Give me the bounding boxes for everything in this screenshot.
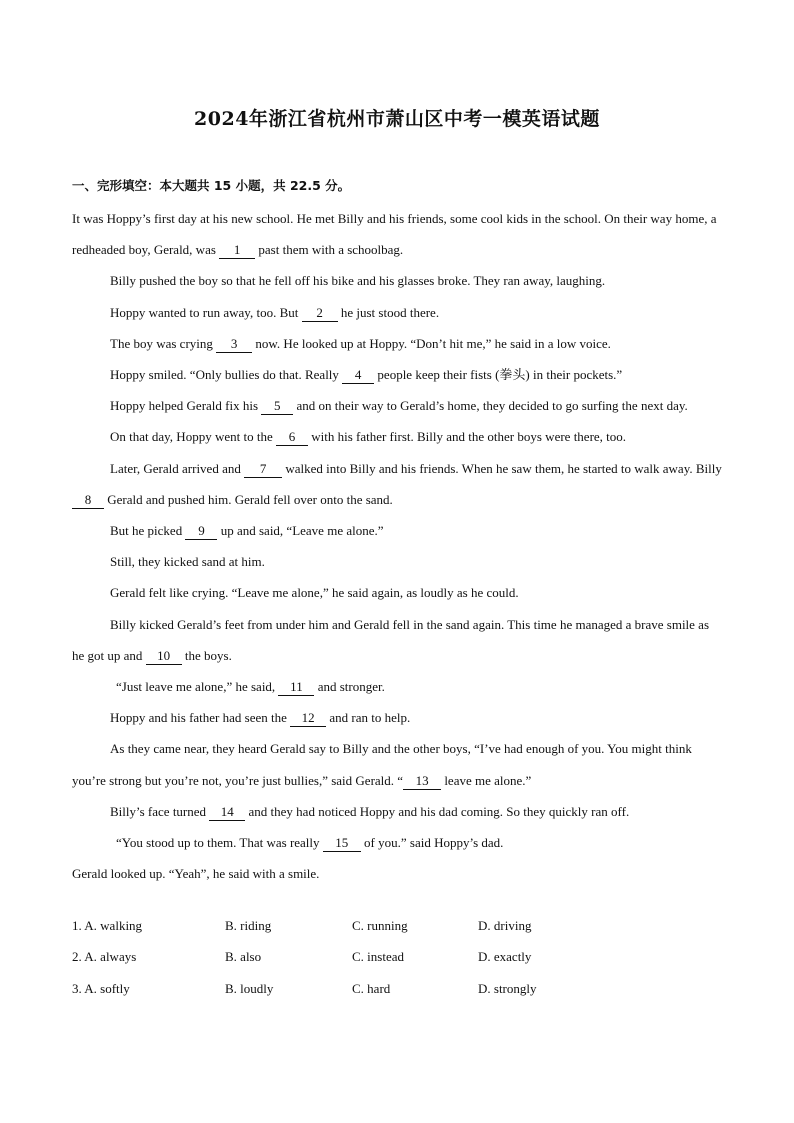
paragraph xyxy=(72,421,722,452)
blank-11: 11 xyxy=(278,679,314,696)
text: Hoppy helped Gerald fix his xyxy=(110,398,262,414)
text: the boys. xyxy=(181,647,232,663)
text: “You stood up to them. That was really xyxy=(116,835,323,851)
blank-4: 4 xyxy=(342,367,374,384)
text: But he picked xyxy=(110,523,186,539)
blank-6: 6 xyxy=(276,429,308,446)
option-b: B. loudly xyxy=(225,980,274,996)
text: and they had noticed Hoppy and his dad coming. So they quickly ran off. xyxy=(245,803,630,819)
paragraph xyxy=(72,297,722,328)
paragraph xyxy=(72,733,722,795)
option-c: C. running xyxy=(352,918,408,933)
option-c: C. hard xyxy=(352,980,391,996)
option-d: D. driving xyxy=(478,918,532,933)
text: It was Hoppy’s first day at his new school. He met Billy and his friends, some cool kids in the school. On their way home, a redheaded boy, Gerald, was xyxy=(72,211,717,258)
paragraph xyxy=(72,453,722,515)
text: and on their way to Gerald’s home, they decided to go surfing the next day. xyxy=(293,398,688,414)
blank-7: 7 xyxy=(244,461,282,478)
text: “Just leave me alone,” he said, xyxy=(116,679,279,695)
blank-15: 15 xyxy=(323,835,361,852)
blank-2: 2 xyxy=(302,305,338,322)
blank-12: 12 xyxy=(290,710,326,727)
text: Hoppy smiled. “Only bullies do that. Really xyxy=(110,367,343,383)
blank-13: 13 xyxy=(403,773,441,790)
option-d: D. strongly xyxy=(478,980,537,996)
text: past them with a schoolbag. xyxy=(255,242,404,258)
option-b: B. also xyxy=(225,949,262,965)
text: The boy was crying xyxy=(110,335,217,351)
page-title: 2024年浙江省杭州市萧山区中考一模英语试题 xyxy=(194,108,600,130)
blank-9: 9 xyxy=(185,523,217,540)
blank-10: 10 xyxy=(146,648,182,665)
text: and stronger. xyxy=(314,679,385,695)
text: up and said, “Leave me alone.” xyxy=(217,523,384,539)
option-b: B. riding xyxy=(225,918,272,933)
text: now. He looked up at Hoppy. “Don’t hit me,” he said in a low voice. xyxy=(252,335,611,351)
text: Later, Gerald arrived and xyxy=(110,460,245,476)
paragraph: Gerald looked up. “Yeah”, he said with a smile. xyxy=(72,866,320,882)
question-row xyxy=(72,918,722,949)
text: Hoppy wanted to run away, too. But xyxy=(110,304,302,320)
option-d: D. exactly xyxy=(478,949,532,965)
blank-1: 1 xyxy=(219,242,255,259)
question-row xyxy=(72,949,722,980)
text: and ran to help. xyxy=(326,710,411,726)
paragraph: Gerald felt like crying. “Leave me alone,” he said again, as loudly as he could. xyxy=(110,585,519,601)
text: Hoppy and his father had seen the xyxy=(110,710,291,726)
blank-8: 8 xyxy=(72,492,104,509)
option-a: 1. A. walking xyxy=(72,918,143,933)
paragraph xyxy=(72,203,722,265)
paragraph xyxy=(72,359,722,390)
paragraph xyxy=(72,702,722,733)
section-heading: 一、完形填空：本大题共 15 小题，共 22.5 分。 xyxy=(72,178,351,193)
paragraph xyxy=(72,671,722,702)
text: with his father first. Billy and the other boys were there, too. xyxy=(307,429,627,445)
blank-14: 14 xyxy=(209,804,245,821)
text: Billy’s face turned xyxy=(110,803,210,819)
text: On that day, Hoppy went to the xyxy=(110,429,276,445)
text: Billy kicked Gerald’s feet from under him and Gerald fell in the sand again. This time he managed a brave smile as he got up and xyxy=(72,616,710,663)
paragraph: Still, they kicked sand at him. xyxy=(110,554,265,570)
option-a: 2. A. always xyxy=(72,949,137,965)
text: people keep their fists (拳头) in their pockets.” xyxy=(374,367,623,383)
cloze-passage xyxy=(72,203,722,889)
text: he just stood there. xyxy=(337,304,440,320)
paragraph xyxy=(72,515,722,546)
paragraph xyxy=(72,390,722,421)
text: walked into Billy and his friends. When he saw them, he started to walk away. Billy xyxy=(282,460,722,476)
paragraph: Billy pushed the boy so that he fell off his bike and his glasses broke. They ran away, laughing. xyxy=(110,273,606,289)
text: leave me alone.” xyxy=(441,772,532,788)
paragraph xyxy=(72,609,722,671)
text: As they came near, they heard Gerald say to Billy and the other boys, “I’ve had enough of you. You might think you’re strong but you’re not, you’re just bullies,” said Gerald. “ xyxy=(72,741,692,788)
question-options xyxy=(72,918,722,1012)
text: Gerald and pushed him. Gerald fell over onto the sand. xyxy=(104,491,393,507)
option-a: 3. A. softly xyxy=(72,980,130,996)
blank-5: 5 xyxy=(261,398,293,415)
paragraph xyxy=(72,796,722,827)
paragraph xyxy=(72,328,722,359)
paragraph xyxy=(72,827,722,858)
question-row xyxy=(72,981,722,1012)
option-c: C. instead xyxy=(352,949,404,965)
text: of you.” said Hoppy’s dad. xyxy=(360,835,504,851)
blank-3: 3 xyxy=(216,336,252,353)
